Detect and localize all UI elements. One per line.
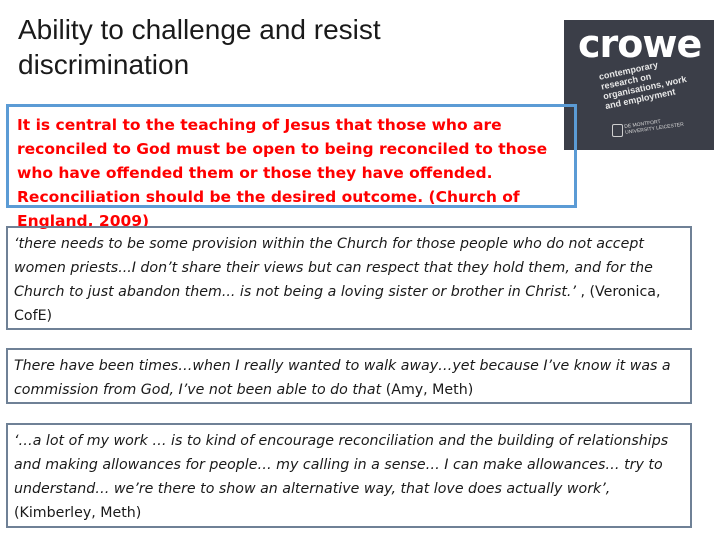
quote-box-amy bbox=[6, 348, 692, 404]
quote-attribution: , (Veronica, CofE) bbox=[14, 284, 661, 324]
university-crest-icon bbox=[612, 124, 623, 137]
quote-attribution: (Kimberley, Meth) bbox=[14, 505, 142, 521]
quote-text: ‘…a lot of my work … is to kind of encourage reconciliation and the building of relationships and making allowances for people… my calling in a sense… I can make allowances… try to understand… we’re there to show an alternative way, that love does actually work’, bbox=[14, 433, 669, 497]
slide-title: Ability to challenge and resist discrimination bbox=[18, 14, 381, 80]
logo-tagline: contemporary research on organisations, work and employment bbox=[598, 59, 688, 112]
quote-text: There have been times…when I really wanted to walk away…yet because I’ve know it was a commission from God, I’ve not been able to do that bbox=[14, 358, 671, 398]
logo-university: DE MONTFORT UNIVERSITY LEICESTER bbox=[624, 118, 685, 136]
quote-box-kimberley bbox=[6, 423, 692, 528]
quote-attribution: (Amy, Meth) bbox=[381, 382, 474, 398]
crowe-logo bbox=[564, 20, 714, 150]
quote-box-veronica bbox=[6, 226, 692, 330]
highlight-quote: It is central to the teaching of Jesus that those who are reconciled to God must be open to being reconciled to those who have offended them or those they have offended. Reconciliation should be the desired outcome. (Church of England, 2009) bbox=[6, 104, 577, 208]
logo-wordmark: crowe bbox=[578, 22, 702, 66]
quote-text: ‘there needs to be some provision within the Church for those people who do not accept women priests...I don’t share their views but can respect that they hold them, and for the Church to just abandon them... is not being a loving sister or brother in Christ.’ bbox=[14, 236, 653, 300]
